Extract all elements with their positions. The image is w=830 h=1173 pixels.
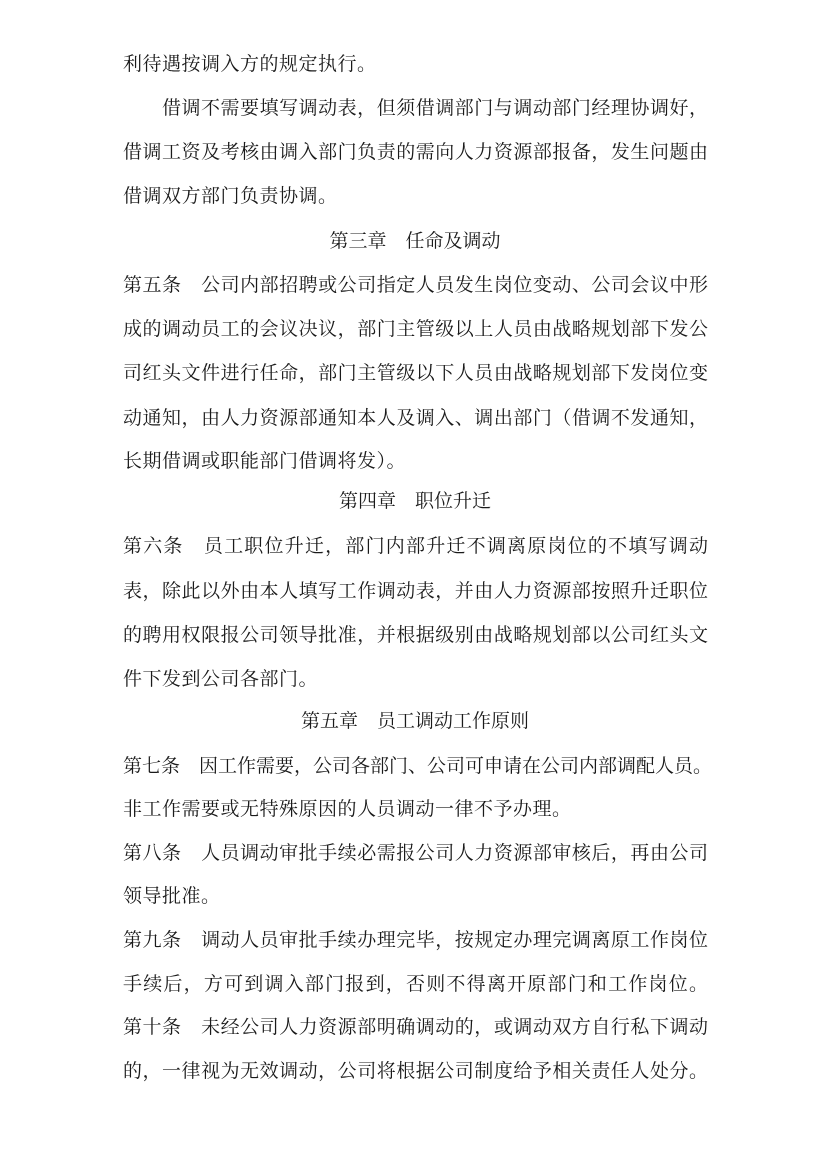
article-line: 第五条 公司内部招聘或公司指定人员发生岗位变动、公司会议中形 — [123, 274, 708, 296]
article-line: 第十条 未经公司人力资源部明确调动的，或调动双方自行私下调动 — [123, 1016, 708, 1038]
article-line: 表，除此以外由本人填写工作调动表，并由人力资源部按照升迁职位 — [123, 580, 708, 602]
article-line: 司红头文件进行任命，部门主管级以下人员由战略规划部下发岗位变 — [123, 362, 708, 384]
article-line: 的，一律视为无效调动，公司将根据公司制度给予相关责任人处分。 — [123, 1060, 708, 1082]
chapter-heading: 第四章 职位升迁 — [338, 490, 491, 512]
article-line: 长期借调或职能部门借调将发）。 — [123, 450, 407, 472]
paragraph-line: 借调工资及考核由调入部门负责的需向人力资源部报备，发生问题由 — [123, 141, 708, 163]
article-line: 非工作需要或无特殊原因的人员调动一律不予办理。 — [123, 798, 572, 820]
chapter-heading: 第三章 任命及调动 — [329, 230, 501, 252]
article-line: 手续后，方可到调入部门报到，否则不得离开原部门和工作岗位。 — [123, 973, 708, 995]
article-line: 动通知，由人力资源部通知本人及调入、调出部门（借调不发通知， — [123, 407, 708, 429]
article-line: 领导批准。 — [123, 885, 221, 907]
chapter-heading: 第五章 员工调动工作原则 — [300, 710, 529, 732]
article-line: 第九条 调动人员审批手续办理完毕，按规定办理完调离原工作岗位 — [123, 929, 708, 951]
article-line: 成的调动员工的会议决议，部门主管级以上人员由战略规划部下发公 — [123, 318, 708, 340]
article-line: 第七条 因工作需要，公司各部门、公司可申请在公司内部调配人员。 — [123, 755, 713, 777]
article-line: 第六条 员工职位升迁，部门内部升迁不调离原岗位的不填写调动 — [123, 535, 708, 557]
article-line: 的聘用权限报公司领导批准，并根据级别由战略规划部以公司红头文 — [123, 624, 708, 646]
paragraph-line: 利待遇按调入方的规定执行。 — [123, 53, 377, 75]
paragraph-line: 借调不需要填写调动表，但须借调部门与调动部门经理协调好， — [162, 97, 708, 119]
article-line: 第八条 人员调动审批手续必需报公司人力资源部审核后，再由公司 — [123, 842, 708, 864]
paragraph-line: 借调双方部门负责协调。 — [123, 185, 338, 207]
article-line: 件下发到公司各部门。 — [123, 668, 319, 690]
